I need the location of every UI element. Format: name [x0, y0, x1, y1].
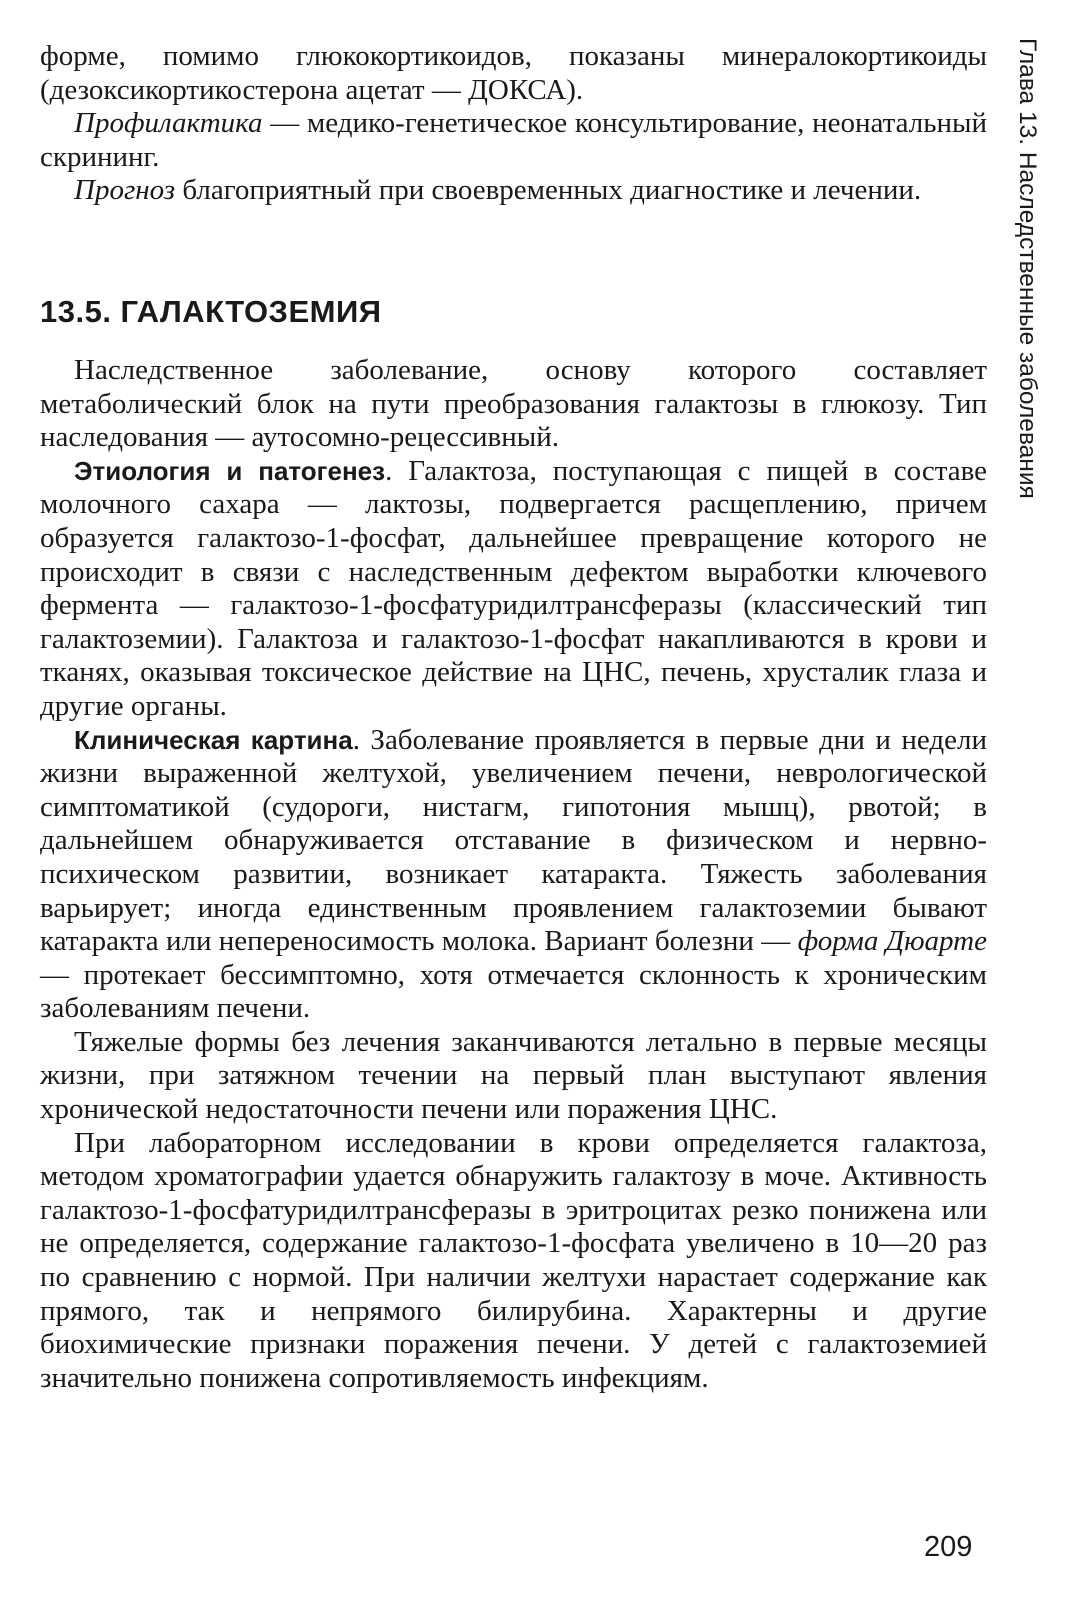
duarte-variant-term: форма Дюарте: [797, 925, 987, 958]
severe-forms-paragraph: Тяжелые формы без лечения заканчиваются летально в первые месяцы жизни, при затяжном течении на первый план выступают явления хронической недостаточности печени или поражения ЦНС.: [40, 1025, 987, 1126]
continued-paragraph: форме, помимо глюкокортикоидов, показаны минералокортикоиды (дезоксикортикостерона ацетат — ДОКСА).: [40, 40, 987, 106]
galactosemia-section: [40, 292, 987, 1395]
clinical-text-1: . Заболевание проявляется в первые дни и недели жизни выраженной желтухой, увеличением печени, неврологической симптоматикой (судороги, нистагм, гипотония мышц), рвотой; в дальнейшем обнаруживается отставание в физическом и нервно-психическом развитии, возникает катаракта. Тяжесть заболевания варьирует; иногда единственным проявлением галактоземии бывают катаракта или непереносимость молока. Вариант болезни —: [40, 723, 987, 958]
prevention-text: — медико-генетическое консультирование, неонатальный скрининг.: [40, 107, 987, 173]
continued-text-block: [40, 40, 987, 208]
page-number: 209: [924, 1531, 973, 1563]
clinical-paragraph: [40, 724, 987, 1026]
intro-paragraph: Наследственное заболевание, основу которого составляет метаболический блок на пути преобразования галактозы в глюкозу. Тип наследования — аутосомно-рецессивный.: [40, 354, 987, 454]
section-heading: 13.5. ГАЛАКТОЗЕМИЯ: [40, 294, 382, 329]
clinical-text-2: — протекает бессимптомно, хотя отмечается склонность к хроническим заболеваниям печени.: [40, 958, 987, 1025]
prognosis-text: благоприятный при своевременных диагностике и лечении.: [175, 174, 922, 207]
prevention-paragraph: [40, 107, 987, 174]
clinical-term: Клиническая картина: [74, 724, 353, 755]
etiology-term: Этиология и патогенез: [74, 455, 386, 486]
running-head: [1003, 38, 1043, 538]
etiology-text: . Галактоза, поступающая с пищей в составе молочного сахара — лактозы, подвергается расщеплению, причем образуется галактозо-1-фосфат, дальнейшее превращение которого не происходит в связи с наследственным дефектом выработки ключевого фермента — галактозо-1-фосфатуридилтрансферазы (классический тип галактоземии). Галактоза и галактозо-1-фосфат накапливаются в крови и тканях, оказывая токсическое действие на ЦНС, печень, хрусталик глаза и другие органы.: [40, 454, 987, 722]
prognosis-term: Прогноз: [74, 174, 176, 207]
prognosis-paragraph: [40, 174, 987, 208]
prevention-term: Профилактика: [74, 107, 263, 140]
lab-paragraph: При лабораторном исследовании в крови определяется галактоза, методом хроматографии удается обнаружить галактозу в моче. Активность галактозо-1-фосфатуридилтрансферазы в эритроцитах резко понижена или не определяется, содержание галактозо-1-фосфата увеличено в 10—20 раз по сравнению с нормой. При наличии желтухи нарастает содержание как прямого, так и непрямого билирубина. Характерны и другие биохимические признаки поражения печени. У детей с галактоземией значительно понижена сопротивляемость инфекциям.: [40, 1126, 987, 1394]
running-head-text: Глава 13. Наследственные заболевания: [1014, 38, 1041, 499]
etiology-paragraph: [40, 455, 987, 724]
